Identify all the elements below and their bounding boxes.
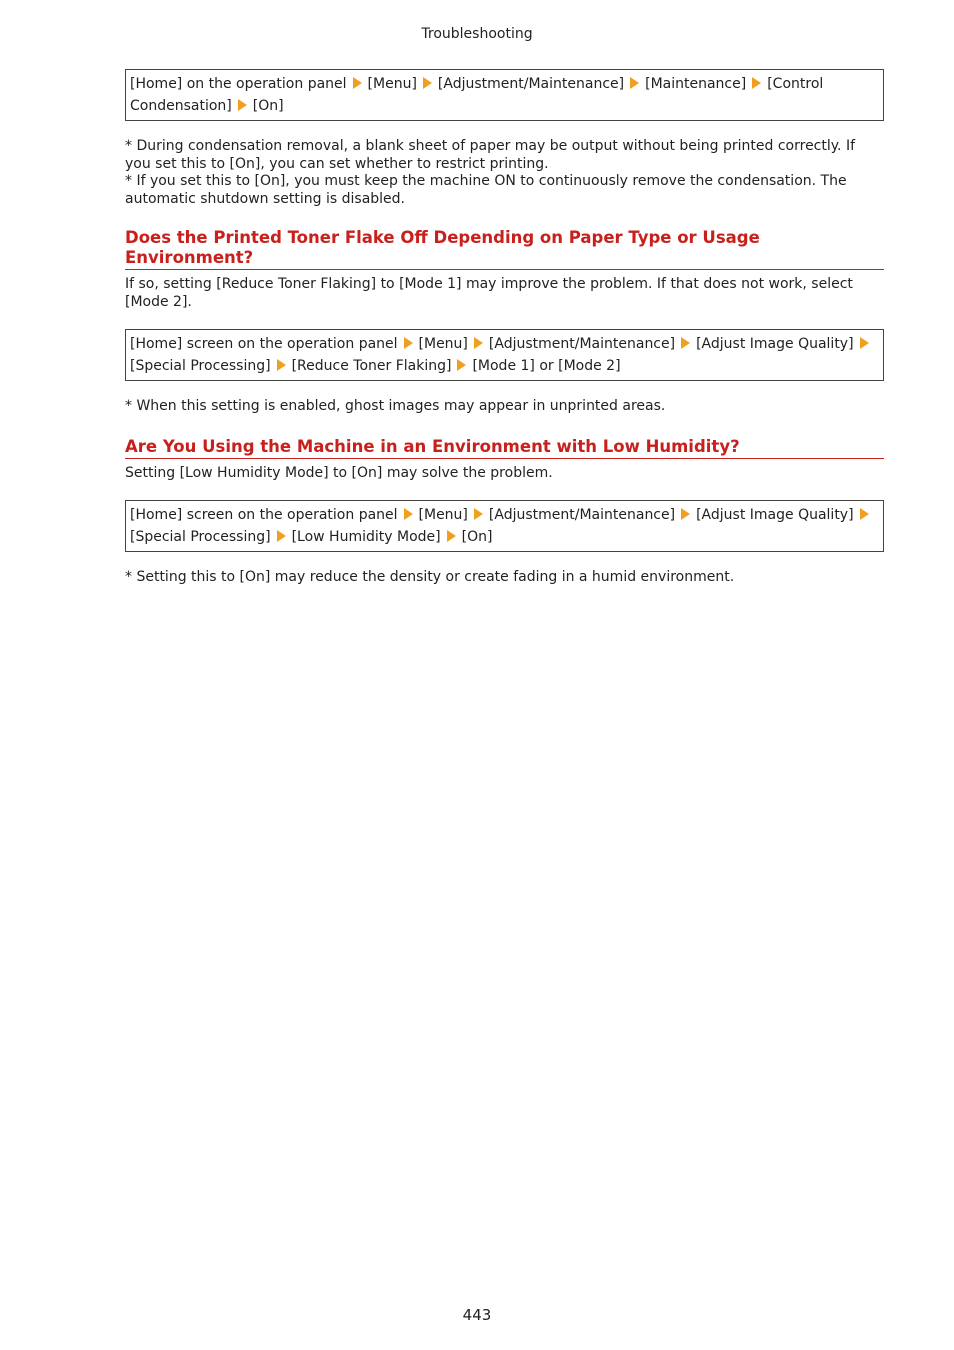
path-step: [On] bbox=[461, 529, 493, 545]
path-step: [Menu] bbox=[418, 507, 468, 523]
path-step: [Menu] bbox=[367, 76, 417, 92]
path-step: [Adjustment/Maintenance] bbox=[488, 336, 676, 352]
arrow-right-icon bbox=[457, 359, 466, 371]
arrow-right-icon bbox=[860, 337, 869, 349]
path-step: [Home] screen on the operation panel bbox=[130, 507, 398, 523]
arrow-right-icon bbox=[474, 337, 483, 349]
running-header: Troubleshooting bbox=[421, 26, 533, 42]
path-step: [Adjustment/Maintenance] bbox=[437, 76, 625, 92]
arrow-right-icon bbox=[277, 530, 286, 542]
path-step: [Special Processing] bbox=[130, 358, 271, 374]
path-step: [Menu] bbox=[418, 336, 468, 352]
arrow-right-icon bbox=[423, 77, 432, 89]
path-step: [Control Condensation] bbox=[130, 76, 824, 114]
path-step: [Low Humidity Mode] bbox=[291, 529, 441, 545]
arrow-right-icon bbox=[630, 77, 639, 89]
section-heading-toner-flake: Does the Printed Toner Flake Off Depending on Paper Type or Usage Environment? bbox=[125, 228, 884, 270]
section-body-low-humidity: Setting [Low Humidity Mode] to [On] may solve the problem. bbox=[125, 464, 553, 481]
arrow-right-icon bbox=[752, 77, 761, 89]
arrow-right-icon bbox=[681, 508, 690, 520]
path-step: [Home] screen on the operation panel bbox=[130, 336, 398, 352]
menu-path-box-reduce-toner-flaking bbox=[125, 329, 884, 381]
arrow-right-icon bbox=[353, 77, 362, 89]
arrow-right-icon bbox=[277, 359, 286, 371]
path-step: [Adjust Image Quality] bbox=[696, 507, 854, 523]
page-content bbox=[125, 69, 884, 587]
arrow-right-icon bbox=[860, 508, 869, 520]
arrow-right-icon bbox=[474, 508, 483, 520]
path-step: [Adjust Image Quality] bbox=[696, 336, 854, 352]
note-condensation-blank-sheet: * During condensation removal, a blank sheet of paper may be output without being printed correctly. If you set this to [On], you can set whether to restrict printing. bbox=[125, 138, 856, 172]
page-number: 443 bbox=[462, 1306, 492, 1324]
section-body-toner-flake: If so, setting [Reduce Toner Flaking] to [Mode 1] may improve the problem. If that does not work, select [Mode 2]. bbox=[125, 276, 853, 310]
path-step: [Maintenance] bbox=[645, 76, 747, 92]
path-step: [Adjustment/Maintenance] bbox=[488, 507, 676, 523]
arrow-right-icon bbox=[238, 99, 247, 111]
path-step: [Reduce Toner Flaking] bbox=[291, 358, 452, 374]
path-step: [Special Processing] bbox=[130, 529, 271, 545]
section-heading-low-humidity: Are You Using the Machine in an Environment with Low Humidity? bbox=[125, 437, 884, 459]
arrow-right-icon bbox=[404, 508, 413, 520]
path-step: [Mode 1] or [Mode 2] bbox=[472, 358, 621, 374]
menu-path-box-low-humidity-mode bbox=[125, 500, 884, 552]
arrow-right-icon bbox=[447, 530, 456, 542]
note-condensation-machine-on: * If you set this to [On], you must keep the machine ON to continuously remove the condensation. The automatic shutdown setting is disabled. bbox=[125, 173, 847, 207]
note-humid-fading: * Setting this to [On] may reduce the density or create fading in a humid environment. bbox=[125, 569, 735, 585]
path-step: [Home] on the operation panel bbox=[130, 76, 347, 92]
arrow-right-icon bbox=[404, 337, 413, 349]
arrow-right-icon bbox=[681, 337, 690, 349]
note-ghost-images: * When this setting is enabled, ghost images may appear in unprinted areas. bbox=[125, 398, 666, 414]
menu-path-box-control-condensation bbox=[125, 69, 884, 121]
path-step: [On] bbox=[252, 98, 284, 114]
